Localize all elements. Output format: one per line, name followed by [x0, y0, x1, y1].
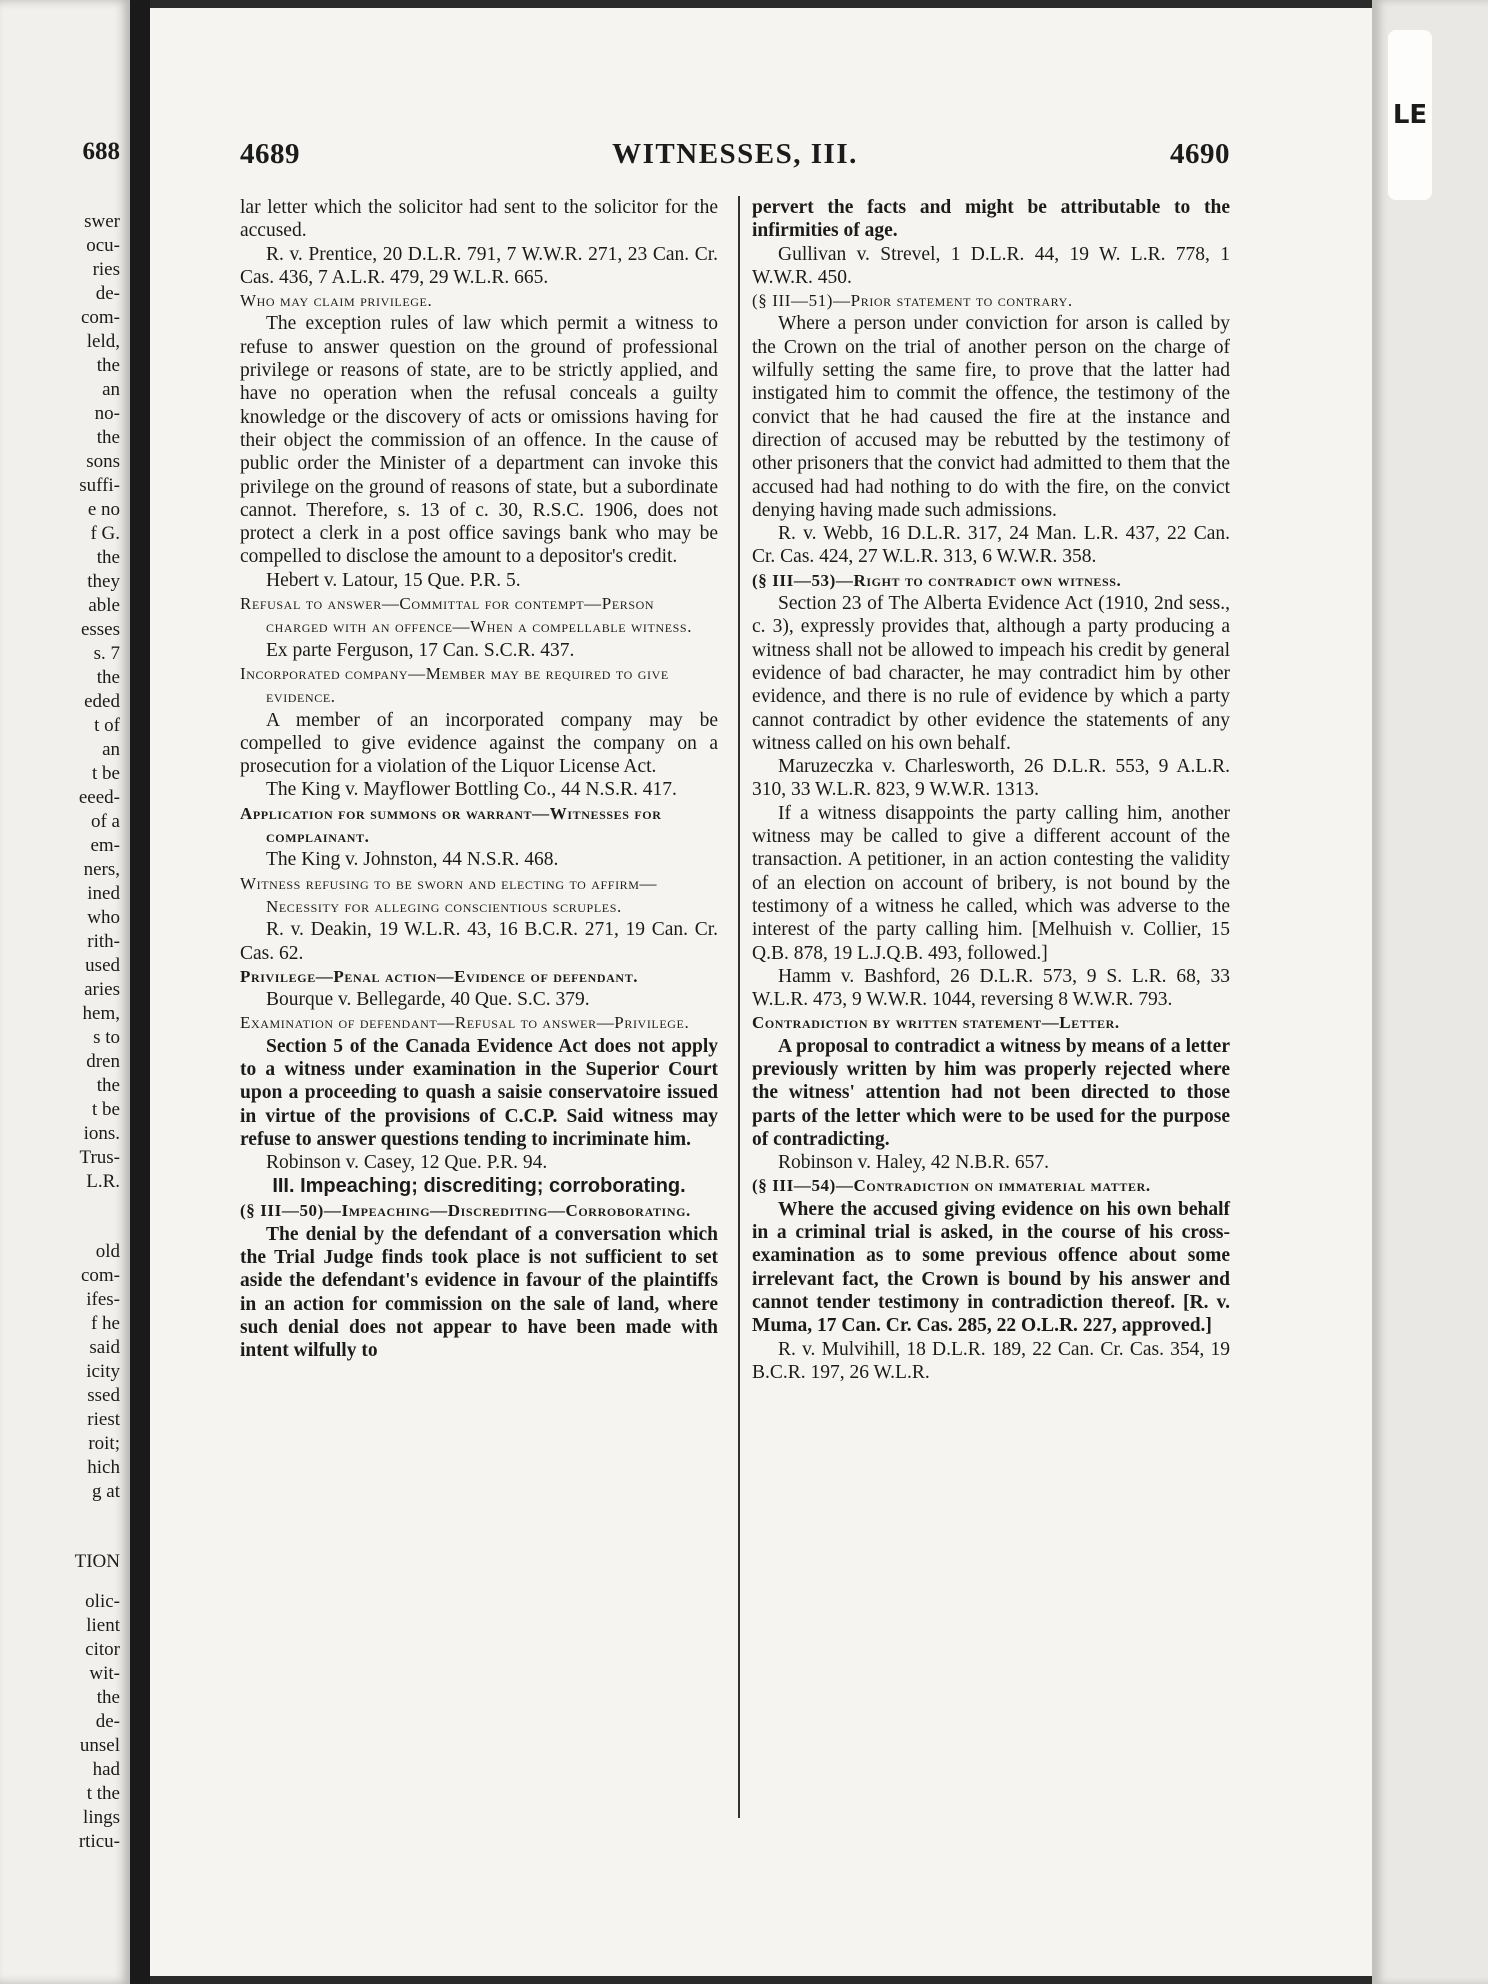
- running-header: [240, 138, 1230, 174]
- previous-page-fragment: TION: [74, 1551, 120, 1572]
- previous-page-fragment: t be: [92, 763, 120, 784]
- previous-page-fragment: the: [96, 547, 120, 568]
- subheading: Incorporated company—Member may be required to give evidence.: [240, 663, 669, 707]
- previous-page-fragment: L.R.: [86, 1171, 120, 1192]
- page-number-right: 4690: [1170, 138, 1230, 170]
- previous-page-fragment: wit-: [89, 1663, 120, 1684]
- previous-page-fragment: an: [102, 379, 120, 400]
- previous-page-fragment: riest: [87, 1409, 120, 1430]
- section-heading: III. Impeaching; discrediting; corroborating.: [272, 1175, 686, 1198]
- previous-page-fragment: suffi-: [79, 475, 120, 496]
- previous-page-fragment: s to: [93, 1027, 120, 1048]
- case-citation: R. v. Deakin, 19 W.L.R. 43, 16 B.C.R. 271, 19 Can. Cr. Cas. 62.: [240, 919, 718, 964]
- previous-page-fragment: used: [85, 955, 120, 976]
- previous-page-fragment: de-: [95, 283, 120, 304]
- previous-page-fragment: eeed-: [78, 787, 120, 808]
- previous-page-fragment: they: [87, 571, 120, 592]
- previous-page-fragment: sons: [86, 451, 120, 472]
- book-spine: [130, 0, 150, 1984]
- paragraph: If a witness disappoints the party calling him, another witness may be called to give a different account of the transaction. A petitioner, in an action contesting the validity of an election on account of bribery, is not bound by the testimony of a witness he called, which was adverse to the interest of the party calling him. [Melhuish v. Collier, 15 Q.B. 878, 19 L.J.Q.B. 493, followed.]: [752, 802, 1230, 964]
- previous-page-fragment: swer: [84, 211, 120, 232]
- previous-page-fragment: em-: [90, 835, 120, 856]
- previous-page-fragment: rticu-: [78, 1831, 120, 1852]
- case-citation: Maruzeczka v. Charlesworth, 26 D.L.R. 553, 9 A.L.R. 310, 33 W.L.R. 823, 9 W.W.R. 1313.: [752, 756, 1230, 801]
- previous-page-fragment: t of: [94, 715, 120, 736]
- previous-page-fragment: icity: [86, 1361, 120, 1382]
- previous-page-fragment: hem,: [82, 1003, 120, 1024]
- subheading: Application for summons or warrant—Witnesses for complainant.: [240, 803, 662, 847]
- case-citation: Robinson v. Haley, 42 N.B.R. 657.: [778, 1152, 1050, 1174]
- continued-text: pervert the facts and might be attributable to the infirmities of age.: [752, 197, 1230, 242]
- previous-page-fragment: s. 7: [93, 643, 120, 664]
- previous-page-fragment: dren: [86, 1051, 120, 1072]
- page-title: WITNESSES, III.: [612, 138, 858, 170]
- previous-page-fragment: the: [96, 427, 120, 448]
- case-citation: R. v. Prentice, 20 D.L.R. 791, 7 W.W.R. 271, 23 Can. Cr. Cas. 436, 7 A.L.R. 479, 29 W.L.R. 665.: [240, 243, 718, 288]
- previous-page-fragment: ssed: [87, 1385, 120, 1406]
- previous-page-fragment: leld,: [86, 331, 120, 352]
- previous-page-fragment: ners,: [83, 859, 120, 880]
- previous-page-fragment: de-: [95, 1711, 120, 1732]
- previous-page-fragment: eded: [84, 691, 120, 712]
- previous-page-fragment: citor: [85, 1639, 120, 1660]
- previous-page-fragment: ries: [92, 259, 120, 280]
- previous-page-fragment: lient: [86, 1615, 120, 1636]
- previous-page-fragment: who: [87, 907, 120, 928]
- previous-page-fragment: able: [88, 595, 120, 616]
- previous-page-fragment: e no: [87, 499, 120, 520]
- previous-page-fragment: old: [95, 1241, 120, 1262]
- paragraph: Where the accused giving evidence on his own behalf in a criminal trial is asked, in the course of his cross-examination as to some previous offence about some irrelevant fact, the Crown is bound by his answer and cannot tender testimony in contradiction thereof. [R. v. Muma, 17 Can. Cr. Cas. 285, 22 O.L.R. 227, approved.]: [752, 1198, 1230, 1337]
- previous-page-fragment: Trus-: [79, 1147, 120, 1168]
- right-column: [752, 196, 1230, 1384]
- previous-page-fragment: an: [102, 739, 120, 760]
- previous-page-fragment: com-: [80, 1265, 120, 1286]
- previous-page-fragment: esses: [80, 619, 120, 640]
- case-citation: Gullivan v. Strevel, 1 D.L.R. 44, 19 W. L.R. 778, 1 W.W.R. 450.: [752, 243, 1230, 288]
- paragraph: A proposal to contradict a witness by means of a letter previously written by him was properly rejected where the witness' attention had not been directed to those parts of the letter which were to be used for the purpose of contradicting.: [752, 1035, 1230, 1150]
- previous-page-fragment: the: [96, 667, 120, 688]
- previous-page-fragment: ifes-: [86, 1289, 120, 1310]
- paragraph: Where a person under conviction for arson is called by the Crown on the trial of another person on the charge of wilfully setting the same fire, to prove that the latter had instigated him to commit the offence, the testimony of the convict that he had caused the fire at the instance and direction of accused may be rebutted by the testimony of other prisoners that the convict had admitted to them that the accused had had nothing to do with the fire, on the convict denying having made such admissions.: [752, 313, 1230, 521]
- subheading: Privilege—Penal action—Evidence of defendant.: [240, 966, 639, 986]
- case-citation: The King v. Mayflower Bottling Co., 44 N.S.R. 417.: [266, 779, 677, 801]
- previous-page-fragment: ocu-: [86, 235, 120, 256]
- previous-page-fragment: rith-: [87, 931, 120, 952]
- previous-page-number: 688: [82, 138, 120, 165]
- next-page-edge: [1372, 0, 1488, 1984]
- previous-page-fragment: no-: [94, 403, 120, 424]
- paragraph: Section 23 of The Alberta Evidence Act (1910, 2nd sess., c. 3), expressly provides that, although a party producing a witness shall not be allowed to impeach his credit by general evidence of bad character, he may contradict him by other evidence, and there is no rule of evidence by which a party cannot contradict by other evidence the statements of any witness called on his own behalf.: [752, 593, 1230, 754]
- previous-page-fragment: lings: [83, 1807, 120, 1828]
- previous-page-fragment: said: [89, 1337, 120, 1358]
- previous-page-fragment: aries: [84, 979, 120, 1000]
- paragraph: A member of an incorporated company may be compelled to give evidence against the company on a prosecution for a violation of the Liquor License Act.: [240, 709, 718, 778]
- continued-text: lar letter which the solicitor had sent to the solicitor for the accused.: [240, 197, 718, 242]
- subheading: (§ III—54)—Contradiction on immaterial matter.: [752, 1176, 1151, 1196]
- page-tab: LE: [1388, 30, 1432, 200]
- left-column: [240, 196, 718, 1363]
- subheading: (§ III—50)—Impeaching—Discrediting—Corroborating.: [240, 1201, 691, 1221]
- case-citation: Robinson v. Casey, 12 Que. P.R. 94.: [266, 1152, 548, 1174]
- subheading: Contradiction by written statement—Letter.: [752, 1013, 1120, 1033]
- previous-page-fragment: f he: [90, 1313, 120, 1334]
- previous-page-fragment: t be: [92, 1099, 120, 1120]
- case-citation: The King v. Johnston, 44 N.S.R. 468.: [266, 849, 559, 871]
- previous-page-fragment: the: [96, 1075, 120, 1096]
- case-citation: Ex parte Ferguson, 17 Can. S.C.R. 437.: [266, 639, 575, 661]
- subheading: Witness refusing to be sworn and electing to affirm—Necessity for alleging conscientious scruples.: [240, 873, 658, 916]
- subheading: Refusal to answer—Committal for contempt—Person charged with an offence—When a compellable witness.: [240, 594, 693, 637]
- previous-page-edge: [0, 0, 130, 1984]
- page-number-left: 4689: [240, 138, 300, 170]
- previous-page-fragment: ined: [87, 883, 120, 904]
- case-citation: R. v. Webb, 16 D.L.R. 317, 24 Man. L.R. 437, 22 Can. Cr. Cas. 424, 27 W.L.R. 313, 6 W.W.R. 358.: [752, 523, 1230, 568]
- previous-page-fragment: ions.: [83, 1123, 120, 1144]
- previous-page-fragment: the: [96, 355, 120, 376]
- subheading: Who may claim privilege.: [240, 291, 433, 311]
- case-citation: Hebert v. Latour, 15 Que. P.R. 5.: [266, 569, 521, 591]
- previous-page-fragment: roit;: [88, 1433, 120, 1454]
- previous-page-fragment: g at: [92, 1481, 120, 1502]
- previous-page-fragment: had: [92, 1759, 120, 1780]
- column-divider: [738, 196, 740, 1818]
- paragraph: The exception rules of law which permit a witness to refuse to answer question on the ground of professional privilege or reasons of state, are to be strictly applied, and have no operation when the refusal conceals a guilty knowledge or the discovery of acts or omissions having for their object the commission of an offence. In the cause of public order the Minister of a department can invoke this privilege on the ground of reasons of state, but a subordinate cannot. Therefore, s. 13 of c. 30, R.S.C. 1906, does not protect a clerk in a post office savings bank who may be compelled to disclose the amount to a depositor's credit.: [240, 313, 718, 568]
- case-citation: R. v. Mulvihill, 18 D.L.R. 189, 22 Can. Cr. Cas. 354, 19 B.C.R. 197, 26 W.L.R.: [752, 1338, 1230, 1383]
- subheading: (§ III—53)—Right to contradict own witness.: [752, 570, 1122, 590]
- previous-page-fragment: the: [96, 1687, 120, 1708]
- case-citation: Hamm v. Bashford, 26 D.L.R. 573, 9 S. L.R. 68, 33 W.L.R. 473, 9 W.W.R. 1044, reversing 8 W.W.R. 793.: [752, 965, 1230, 1011]
- previous-page-fragment: f G.: [90, 523, 120, 544]
- subheading: (§ III—51)—Prior statement to contrary.: [752, 291, 1073, 311]
- paragraph: The denial by the defendant of a conversation which the Trial Judge finds took place is not sufficient to set aside the defendant's evidence in favour of the plaintiffs in an action for commission on the sale of land, where such denial does not appear to have been made with intent wilfully to: [240, 1223, 718, 1362]
- previous-page-fragment: olic-: [85, 1591, 120, 1612]
- previous-page-fragment: unsel: [79, 1735, 120, 1756]
- previous-page-fragment: of a: [90, 811, 120, 832]
- previous-page-fragment: com-: [80, 307, 120, 328]
- previous-page-fragment: hich: [87, 1457, 120, 1478]
- case-citation: Bourque v. Bellegarde, 40 Que. S.C. 379.: [266, 989, 590, 1011]
- paragraph: Section 5 of the Canada Evidence Act does not apply to a witness under examination in the Superior Court upon a proceeding to quash a saisie conservatoire issued in virtue of the provisions of C.C.P. Said witness may refuse to answer questions tending to incriminate him.: [240, 1035, 718, 1150]
- previous-page-fragment: t the: [86, 1783, 120, 1804]
- subheading: Examination of defendant—Refusal to answer—Privilege.: [240, 1013, 690, 1033]
